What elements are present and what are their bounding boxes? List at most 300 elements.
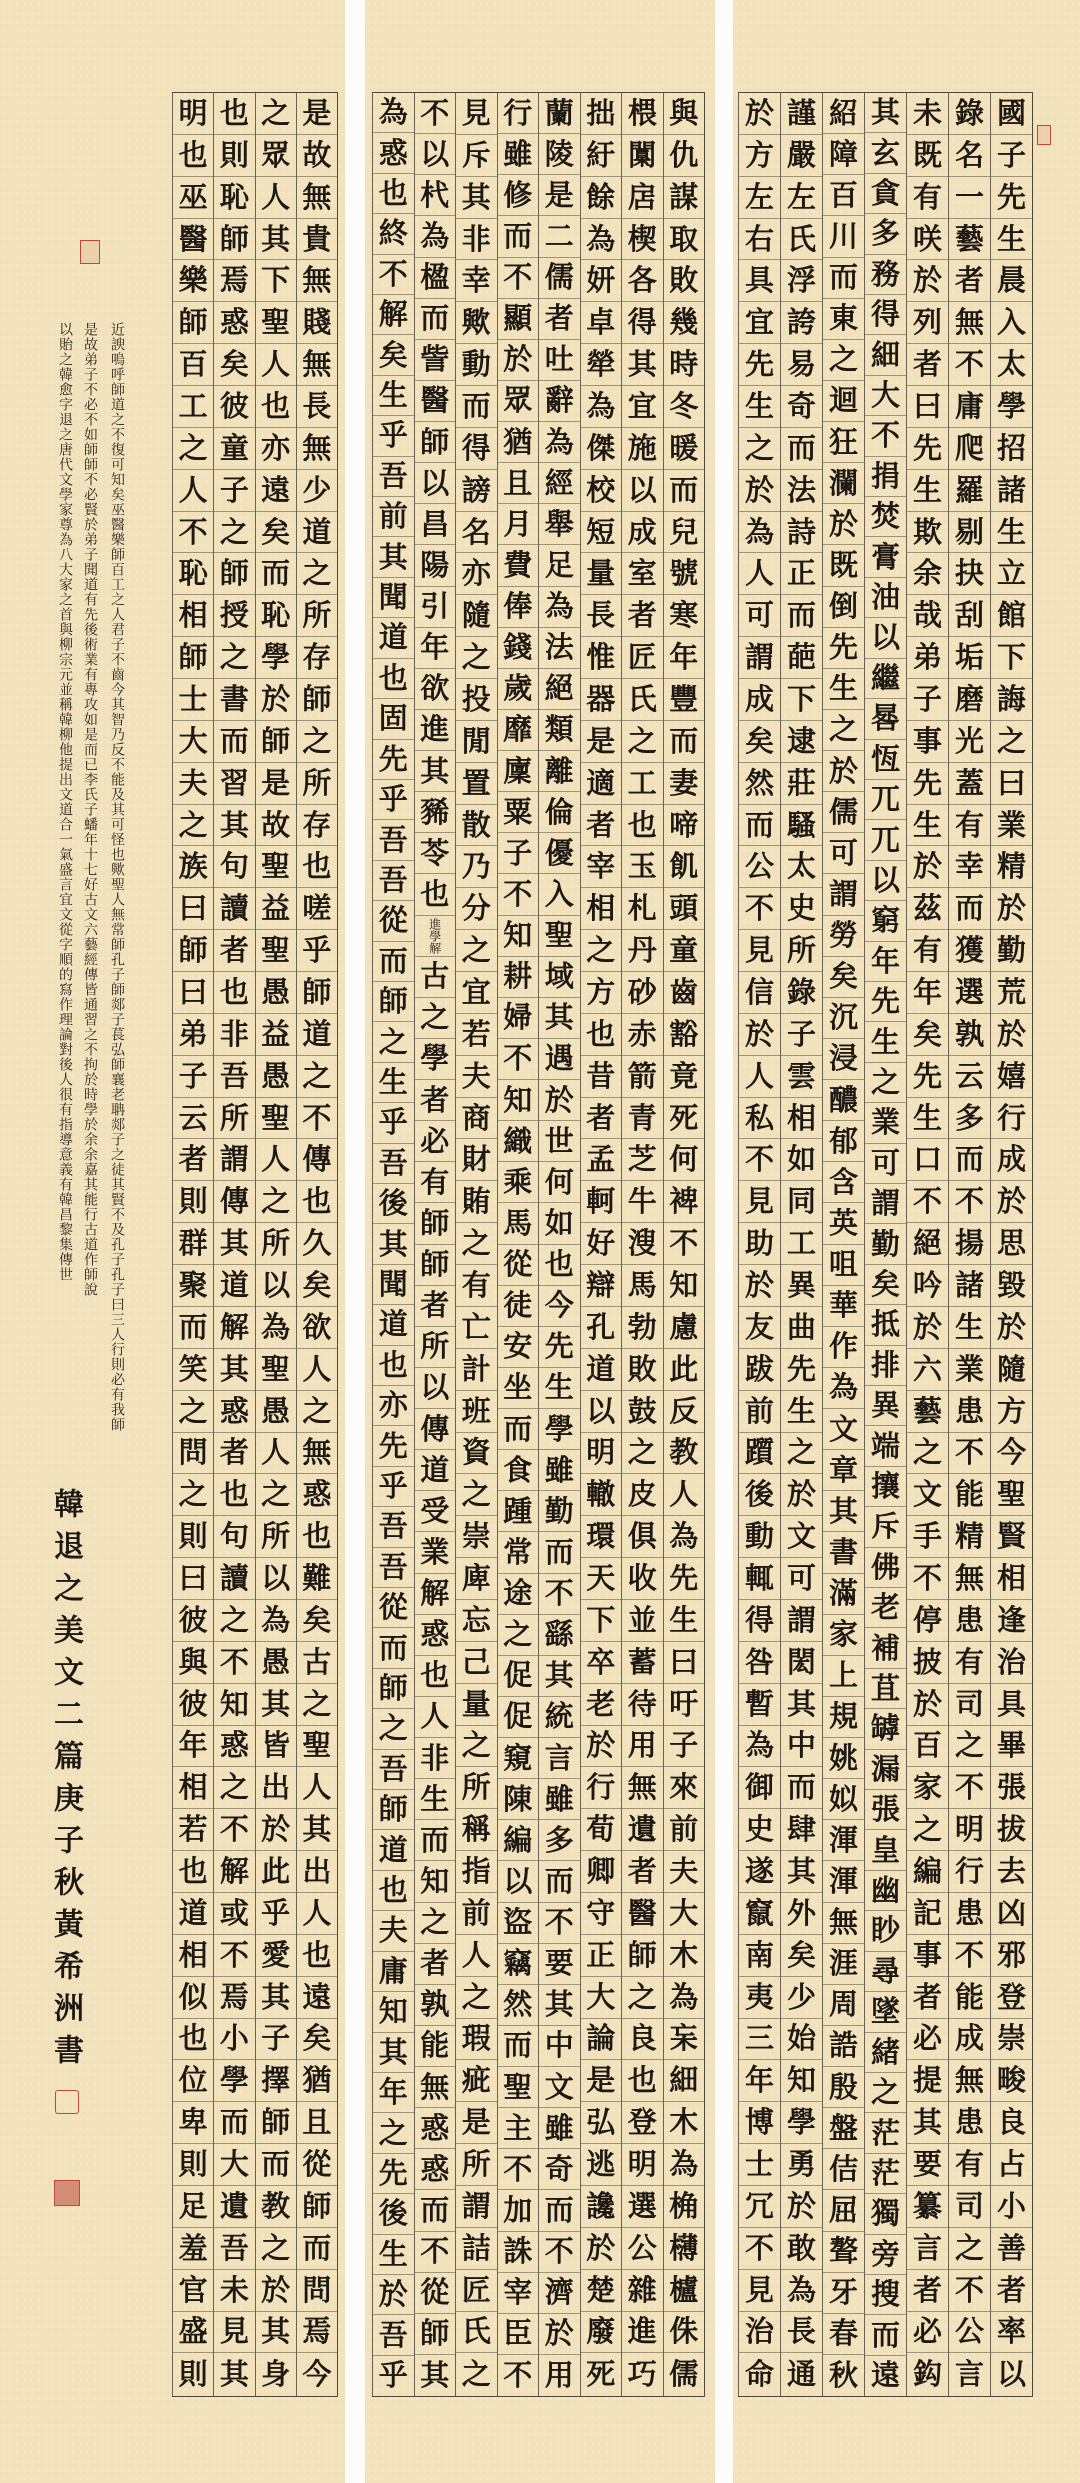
character-cell: 記	[907, 1893, 948, 1935]
character-cell: 先	[907, 763, 948, 805]
character-cell: 遺	[214, 2186, 254, 2228]
character-cell: 晷	[865, 699, 906, 739]
character-cell: 食	[498, 1450, 539, 1491]
character-cell: 知	[664, 1265, 705, 1307]
character-cell: 公	[949, 2312, 990, 2354]
character-cell: 亦	[256, 428, 296, 470]
character-cell: 者	[415, 1080, 456, 1121]
character-cell: 右	[739, 219, 780, 261]
character-cell: 方	[739, 135, 780, 177]
character-cell: 之	[991, 721, 1032, 763]
character-cell: 問	[297, 2270, 337, 2312]
character-cell: 行	[991, 1098, 1032, 1140]
signature: 韓退之美文二篇庚子秋黃希洲書	[48, 1488, 83, 2076]
character-cell: 器	[581, 679, 622, 721]
character-cell: 所	[456, 2144, 497, 2186]
character-cell: 官	[173, 2270, 213, 2312]
inscription-column-1: 近諛嗚呼師道之不復可知矣巫醫樂師百工之人君子不齒今其智乃反不能及其可怪也歟聖人無常師孔子師郯子萇弘師襄老聃郯子之徒其賢不及孔子孔子曰三人行則必有我師	[109, 322, 125, 1432]
character-cell: 也	[214, 93, 254, 135]
character-cell: 異	[781, 1265, 822, 1307]
character-cell: 華	[823, 1286, 864, 1327]
character-cell: 餘	[581, 177, 622, 219]
character-cell: 羞	[173, 2228, 213, 2270]
character-cell: 暖	[664, 428, 705, 470]
character-cell: 跋	[739, 1349, 780, 1391]
text-column	[414, 93, 456, 2396]
text-column	[296, 93, 337, 2396]
character-cell: 其	[256, 1684, 296, 1726]
character-cell: 知	[373, 1992, 414, 2032]
character-cell: 位	[173, 2060, 213, 2102]
character-cell: 好	[581, 1223, 622, 1265]
character-cell: 川	[823, 216, 864, 257]
character-cell: 豁	[664, 1014, 705, 1056]
character-cell: 瑕	[456, 2019, 497, 2061]
character-cell: 上	[823, 1656, 864, 1697]
character-cell: 眾	[498, 381, 539, 422]
character-cell: 聚	[173, 1265, 213, 1307]
character-cell: 師	[297, 972, 337, 1014]
character-cell: 逢	[991, 1600, 1032, 1642]
character-cell: 離	[539, 751, 580, 792]
character-cell: 古	[297, 1642, 337, 1684]
character-cell: 傑	[581, 428, 622, 470]
character-cell: 業	[865, 1103, 906, 1143]
character-cell: 而	[415, 2190, 456, 2231]
character-cell: 長	[581, 595, 622, 637]
character-cell: 必	[415, 1121, 456, 1162]
character-cell: 佛	[865, 1548, 906, 1588]
character-cell: 之	[865, 2073, 906, 2113]
character-cell: 於	[991, 888, 1032, 930]
seal-top	[80, 240, 100, 264]
character-cell: 佶	[823, 2149, 864, 2190]
character-cell: 行	[498, 93, 539, 134]
character-cell: 纂	[907, 2186, 948, 2228]
character-cell: 於	[256, 2270, 296, 2312]
character-cell: 而	[739, 805, 780, 847]
character-cell: 曲	[781, 1307, 822, 1349]
character-cell: 倒	[823, 587, 864, 628]
character-cell: 於	[581, 2228, 622, 2270]
character-cell: 不	[907, 1181, 948, 1223]
character-cell: 知	[498, 916, 539, 957]
character-cell: 之	[214, 1767, 254, 1809]
character-cell: 終	[373, 214, 414, 254]
character-cell: 聱	[823, 2232, 864, 2273]
character-cell: 皮	[622, 1474, 663, 1516]
character-cell: 生	[949, 1307, 990, 1349]
character-cell: 苓	[415, 833, 456, 874]
character-cell: 長	[297, 386, 337, 428]
character-cell: 之	[214, 512, 254, 554]
character-cell: 竄	[739, 1893, 780, 1935]
character-cell: 而	[781, 595, 822, 637]
character-cell: 優	[539, 833, 580, 874]
character-cell: 置	[456, 763, 497, 805]
character-cell: 編	[907, 1851, 948, 1893]
character-cell: 者	[907, 2270, 948, 2312]
character-cell: 子	[991, 135, 1032, 177]
character-cell: 不	[539, 1903, 580, 1944]
character-cell: 謂	[739, 637, 780, 679]
character-cell: 於	[498, 340, 539, 381]
character-cell: 亡	[456, 1307, 497, 1349]
character-cell: 曰	[907, 386, 948, 428]
character-cell: 年	[907, 972, 948, 1014]
character-cell: 明	[173, 93, 213, 135]
character-cell: 前	[739, 1391, 780, 1433]
character-cell: 助	[739, 1223, 780, 1265]
character-cell: 為	[581, 386, 622, 428]
character-cell: 先	[907, 428, 948, 470]
character-cell: 環	[581, 1516, 622, 1558]
character-cell: 安	[498, 1327, 539, 1368]
character-cell: 言	[954, 2356, 984, 2391]
character-cell: 陽	[415, 545, 456, 586]
character-cell: 道	[373, 1305, 414, 1345]
character-cell: 以	[622, 470, 663, 512]
character-cell: 年	[373, 2073, 414, 2113]
character-cell: 師	[173, 930, 213, 972]
character-cell: 歟	[456, 302, 497, 344]
character-cell: 邪	[991, 1935, 1032, 1977]
character-cell: 勤	[991, 930, 1032, 972]
character-cell: 冗	[739, 2186, 780, 2228]
character-cell: 吐	[539, 340, 580, 381]
character-cell: 有	[907, 930, 948, 972]
character-cell: 其	[373, 537, 414, 577]
character-cell: 雜	[622, 2270, 663, 2312]
character-cell: 曰	[664, 1642, 705, 1684]
character-cell: 孟	[581, 1139, 622, 1181]
character-cell: 紹	[823, 93, 864, 134]
character-cell: 恥	[173, 553, 213, 595]
character-cell: 孰	[949, 1014, 990, 1056]
character-cell: 大	[664, 1893, 705, 1935]
character-cell: 患	[949, 1600, 990, 1642]
character-cell: 聖	[991, 1474, 1032, 1516]
character-cell: 天	[581, 1558, 622, 1600]
character-cell: 世	[539, 1121, 580, 1162]
character-cell: 適	[581, 763, 622, 805]
character-cell: 夫	[456, 1056, 497, 1098]
character-cell: 而	[214, 721, 254, 763]
character-cell: 可	[865, 1144, 906, 1184]
character-cell: 生	[823, 669, 864, 710]
character-cell: 卓	[581, 302, 622, 344]
character-cell: 名	[456, 512, 497, 554]
character-cell: 苴	[865, 1669, 906, 1709]
character-cell: 之	[373, 1022, 414, 1062]
character-cell: 書	[214, 679, 254, 721]
character-cell: 俱	[622, 1516, 663, 1558]
character-cell: 疵	[456, 2060, 497, 2102]
character-cell: 見	[456, 93, 497, 135]
character-cell: 凶	[991, 1893, 1032, 1935]
character-cell: 嗟	[297, 888, 337, 930]
character-cell: 卑	[173, 2102, 213, 2144]
character-cell: 能	[415, 2026, 456, 2067]
character-cell: 不	[498, 258, 539, 299]
character-cell: 選	[949, 972, 990, 1014]
character-cell: 輒	[739, 1558, 780, 1600]
character-cell: 相	[173, 595, 213, 637]
character-cell: 學	[415, 1039, 456, 1080]
character-cell: 言	[907, 2228, 948, 2270]
character-cell: 子	[173, 1056, 213, 1098]
character-cell: 躓	[739, 1433, 780, 1475]
character-cell: 云	[173, 1098, 213, 1140]
character-cell: 繇	[539, 1615, 580, 1656]
character-cell: 選	[622, 2186, 663, 2228]
character-cell: 猶	[498, 422, 539, 463]
character-cell: 丹	[622, 930, 663, 972]
character-cell: 葩	[781, 637, 822, 679]
character-cell: 無	[949, 1558, 990, 1600]
character-cell: 坐	[498, 1368, 539, 1409]
character-cell: 不	[739, 888, 780, 930]
character-cell: 是	[456, 2102, 497, 2144]
character-cell: 乎	[373, 1103, 414, 1143]
character-cell: 讒	[581, 2186, 622, 2228]
character-cell: 下	[781, 679, 822, 721]
character-cell: 生	[373, 2235, 414, 2275]
character-cell: 磨	[949, 679, 990, 721]
character-cell: 子	[907, 679, 948, 721]
character-cell: 也	[622, 2060, 663, 2102]
character-cell: 古	[415, 957, 456, 998]
character-cell: 似	[173, 1977, 213, 2019]
character-cell: 師	[256, 2102, 296, 2144]
character-cell: 其	[539, 1656, 580, 1697]
character-cell: 曰	[173, 972, 213, 1014]
character-cell: 也	[173, 2019, 213, 2061]
character-cell: 勤	[539, 1491, 580, 1532]
character-cell: 醫	[622, 1893, 663, 1935]
character-cell: 隨	[991, 1349, 1032, 1391]
character-cell: 鈎	[912, 2356, 942, 2391]
character-cell: 者	[539, 299, 580, 340]
character-cell: 於	[256, 1809, 296, 1851]
character-cell: 無	[949, 302, 990, 344]
character-cell: 者	[907, 1977, 948, 2019]
character-cell: 短	[581, 512, 622, 554]
character-cell: 欲	[415, 669, 456, 710]
character-cell: 之	[456, 1223, 497, 1265]
character-cell: 謂	[214, 1139, 254, 1181]
character-cell: 人	[256, 1139, 296, 1181]
character-cell: 謂	[781, 1600, 822, 1642]
character-cell: 後	[373, 2194, 414, 2234]
character-cell: 矣	[297, 2019, 337, 2061]
character-cell: 百	[823, 175, 864, 216]
character-cell: 崇	[991, 2019, 1032, 2061]
character-cell: 前	[456, 1893, 497, 1935]
character-cell: 道	[214, 1265, 254, 1307]
character-cell: 人	[297, 1349, 337, 1391]
character-cell: 匠	[456, 2270, 497, 2312]
character-cell: 所	[256, 1223, 296, 1265]
character-cell: 雖	[539, 1450, 580, 1491]
character-cell: 也	[214, 1474, 254, 1516]
character-cell: 年	[865, 942, 906, 982]
character-cell: 不	[949, 1181, 990, 1223]
character-cell: 反	[664, 1391, 705, 1433]
character-cell: 未	[214, 2270, 254, 2312]
character-cell: 以	[498, 1861, 539, 1902]
character-cell: 用	[544, 2357, 574, 2392]
character-cell: 動	[739, 1516, 780, 1558]
character-cell: 夫	[373, 1911, 414, 1951]
character-cell: 矣	[907, 1014, 948, 1056]
character-cell: 於	[739, 93, 780, 135]
character-cell: 細	[664, 2060, 705, 2102]
character-cell: 勞	[823, 916, 864, 957]
character-cell: 遠	[297, 1977, 337, 2019]
character-cell: 而	[949, 1139, 990, 1181]
character-cell: 不	[214, 1935, 254, 1977]
character-cell: 從	[415, 2273, 456, 2314]
character-cell: 子	[214, 470, 254, 512]
character-cell: 法	[539, 628, 580, 669]
character-cell: 友	[739, 1307, 780, 1349]
character-cell: 幸	[456, 260, 497, 302]
character-cell: 其	[256, 1977, 296, 2019]
character-cell: 公	[622, 2228, 663, 2270]
character-cell: 為	[739, 512, 780, 554]
seal-corner	[1037, 125, 1051, 145]
character-cell: 吾	[373, 1548, 414, 1588]
character-cell: 楔	[622, 219, 663, 261]
character-cell: 班	[456, 1391, 497, 1433]
character-cell: 誥	[823, 2026, 864, 2067]
character-cell: 今	[302, 2356, 332, 2391]
character-cell: 閒	[456, 721, 497, 763]
character-cell: 膏	[865, 537, 906, 577]
character-cell: 儒	[539, 258, 580, 299]
character-cell: 博	[739, 2102, 780, 2144]
character-cell: 揚	[949, 1223, 990, 1265]
character-cell: 櫨	[664, 2270, 705, 2312]
character-cell: 而	[664, 470, 705, 512]
character-cell: 登	[622, 2102, 663, 2144]
character-cell: 知	[214, 1684, 254, 1726]
character-cell: 以	[256, 1265, 296, 1307]
character-cell: 句	[214, 1516, 254, 1558]
character-cell: 務	[865, 255, 906, 295]
character-cell: 不	[214, 1642, 254, 1684]
character-cell: 益	[256, 1014, 296, 1056]
title-note: 進學解	[415, 916, 456, 957]
character-cell: 漏	[865, 1750, 906, 1790]
character-grid	[372, 92, 705, 2397]
character-cell: 方	[581, 972, 622, 1014]
character-cell: 而	[456, 386, 497, 428]
character-cell: 諸	[949, 1265, 990, 1307]
character-cell: 然	[498, 1985, 539, 2026]
character-cell: 蓄	[622, 1642, 663, 1684]
character-cell: 後	[739, 1474, 780, 1516]
character-cell: 存	[297, 637, 337, 679]
character-cell: 業	[949, 1349, 990, 1391]
character-cell: 孰	[415, 1985, 456, 2026]
character-cell: 宜	[739, 302, 780, 344]
character-cell: 通	[786, 2356, 816, 2391]
character-cell: 謂	[456, 2186, 497, 2228]
character-cell: 取	[664, 219, 705, 261]
character-cell: 其	[456, 177, 497, 219]
character-cell: 統	[539, 1697, 580, 1738]
character-cell: 春	[823, 2314, 864, 2355]
character-cell: 不	[415, 93, 456, 134]
character-cell: 其	[781, 1684, 822, 1726]
character-cell: 先	[664, 1558, 705, 1600]
character-cell: 焉	[214, 260, 254, 302]
character-cell: 為	[256, 1307, 296, 1349]
character-cell: 眾	[256, 135, 296, 177]
character-cell: 賄	[456, 1181, 497, 1223]
character-cell: 隨	[456, 595, 497, 637]
character-cell: 勇	[781, 2144, 822, 2186]
character-cell: 吾	[214, 1056, 254, 1098]
character-cell: 也	[415, 874, 456, 915]
character-cell: 必	[907, 2019, 948, 2061]
character-cell: 或	[214, 1893, 254, 1935]
character-cell: 人	[415, 1697, 456, 1738]
character-cell: 以	[865, 861, 906, 901]
character-cell: 今	[539, 1286, 580, 1327]
character-cell: 先	[991, 177, 1032, 219]
character-cell: 拙	[581, 93, 622, 135]
character-cell: 生	[664, 1600, 705, 1642]
character-cell: 促	[498, 1697, 539, 1738]
character-cell: 無	[949, 2060, 990, 2102]
character-cell: 編	[498, 1820, 539, 1861]
character-cell: 經	[539, 463, 580, 504]
character-cell: 南	[739, 1935, 780, 1977]
character-cell: 而	[823, 258, 864, 299]
character-cell: 年	[664, 637, 705, 679]
character-cell: 二	[539, 216, 580, 257]
character-cell: 焉	[214, 1977, 254, 2019]
character-cell: 所	[456, 1767, 497, 1809]
character-cell: 而	[214, 2102, 254, 2144]
character-cell: 稱	[456, 1809, 497, 1851]
character-cell: 何	[664, 1139, 705, 1181]
character-cell: 下	[256, 260, 296, 302]
character-cell: 牛	[622, 1181, 663, 1223]
character-cell: 之	[297, 721, 337, 763]
character-cell: 大	[865, 376, 906, 416]
character-cell: 幽	[865, 1871, 906, 1911]
character-cell: 生	[415, 1779, 456, 1820]
character-cell: 剔	[949, 512, 990, 554]
character-cell: 先	[907, 1056, 948, 1098]
character-cell: 師	[173, 302, 213, 344]
character-cell: 提	[907, 2060, 948, 2102]
character-cell: 明	[622, 2144, 663, 2186]
character-cell: 聖	[498, 2067, 539, 2108]
character-cell: 能	[949, 1977, 990, 2019]
character-cell: 謂	[865, 1184, 906, 1224]
character-cell: 乎	[373, 416, 414, 456]
character-cell: 矣	[865, 1265, 906, 1305]
character-cell: 之	[739, 428, 780, 470]
character-cell: 與	[173, 1642, 213, 1684]
text-column	[255, 93, 296, 2396]
character-cell: 木	[664, 2102, 705, 2144]
